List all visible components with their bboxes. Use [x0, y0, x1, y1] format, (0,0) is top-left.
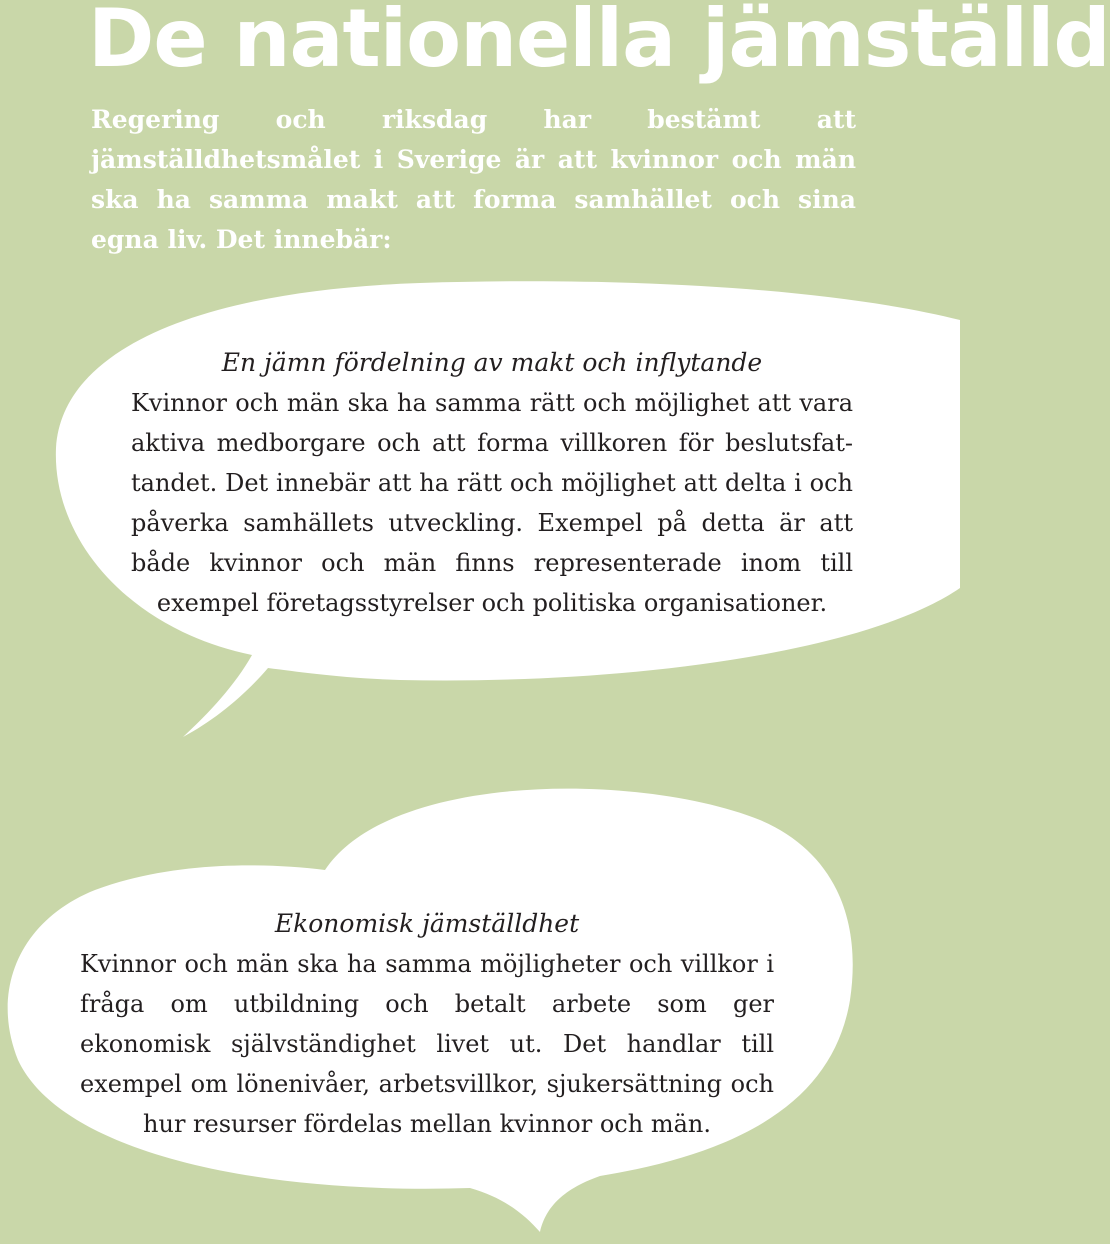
bubble-2-content	[80, 904, 774, 1144]
page-title: De nationella jämställd	[88, 0, 1110, 85]
intro-paragraph: Regering och riksdag har bestämt att jämställdhetsmålet i Sverige är att kvinnor och män ska ha samma makt att forma samhället och sina egna liv. Det innebär:	[91, 105, 856, 254]
bubble-1-heading: En jämn fördelning av makt och inflytande	[221, 348, 763, 377]
bubble-2-heading: Ekonomisk jämställdhet	[274, 909, 580, 938]
bubble-1-body: Kvinnor och män ska ha samma rätt och möjlighet att vara aktiva medborgare och att forma villkoren för beslutsfattandet. Det innebär att ha rätt och möjlighet att delta i och påverka samhällets utveckling. Exempel på detta är att både kvinnor och män finns representerade inom till exempel företagsstyrelser och politiska organisationer.	[131, 389, 853, 617]
bubble-1-content	[131, 343, 853, 623]
bubble-2-body: Kvinnor och män ska ha samma möjligheter och villkor i fråga om utbildning och betalt arbete som ger ekonomisk självständighet livet ut. Det handlar till exempel om lönenivåer, arbetsvillkor, sjukersättning och hur resurser fördelas mellan kvinnor och män.	[80, 950, 774, 1138]
